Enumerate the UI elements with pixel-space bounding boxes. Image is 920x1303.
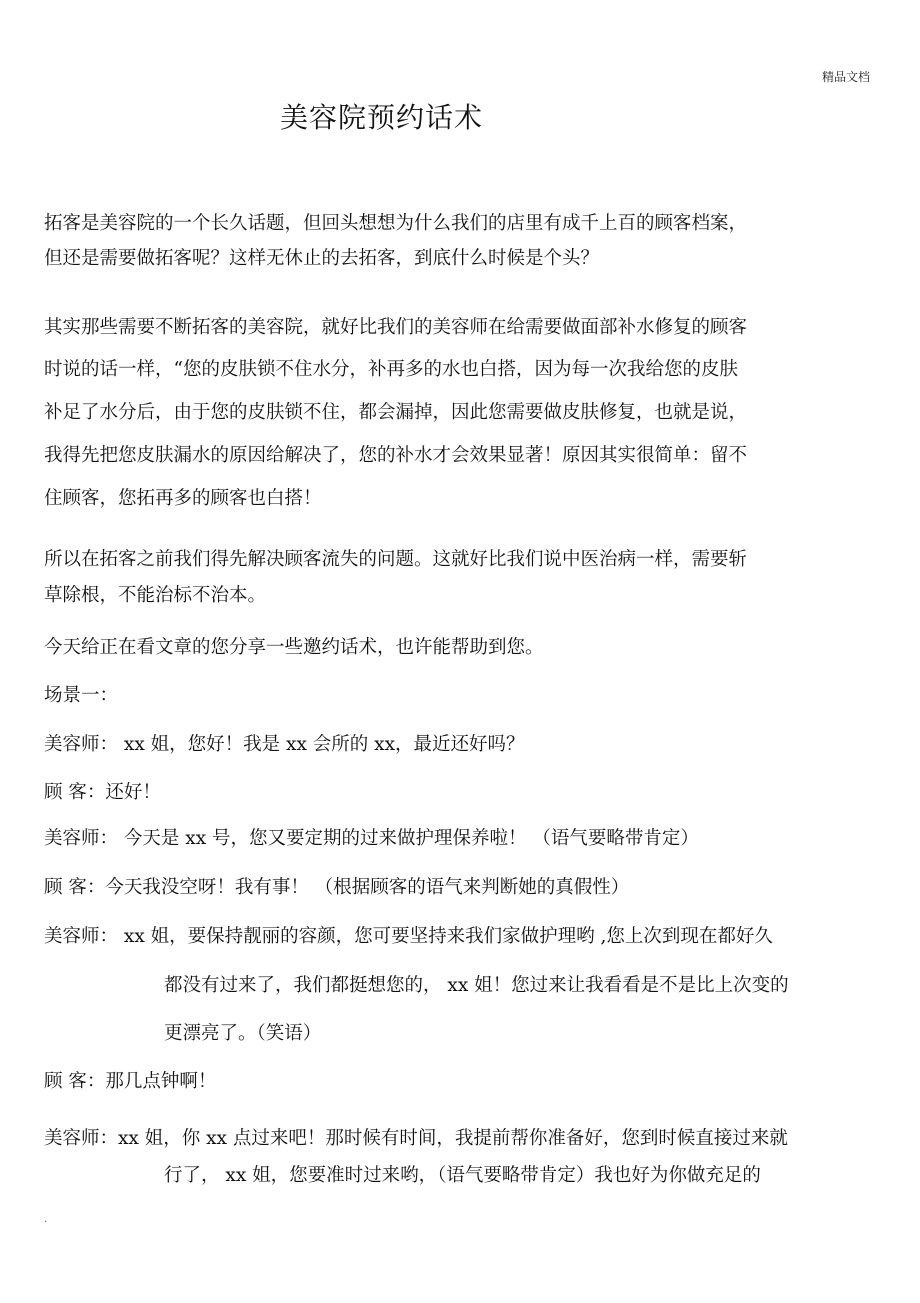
dialogue-beautician-3-cont-2: 更漂亮了。（笑语） [164, 1023, 322, 1044]
analogy-line-3: 补足了水分后，由于您的皮肤锁不住，都会漏掉，因此您需要做皮肤修复，也就是说， [44, 402, 748, 423]
dialogue-beautician-4-cont: 行了， xx 姐，您要准时过来哟，（语气要略带肯定）我也好为你做充足的 [164, 1165, 761, 1186]
analogy-line-2: 时说的话一样，“您的皮肤锁不住水分，补再多的水也白搭，因为每一次我给您的皮肤 [44, 359, 738, 380]
analogy-line-1: 其实那些需要不断拓客的美容院，就好比我们的美容师在给需要做面部补水修复的顾客 [44, 317, 748, 338]
dialogue-customer-3: 顾 客：那几点钟啊！ [44, 1071, 217, 1092]
analogy-line-5: 住顾客，您拓再多的顾客也白搭！ [44, 488, 322, 509]
document-title: 美容院预约话术 [280, 101, 484, 134]
footer-mark: . [44, 1214, 48, 1225]
dialogue-beautician-2: 美容师： 今天是 xx 号，您又要定期的过来做护理保养啦！ （语气要略带肯定） [44, 828, 699, 849]
scene-heading: 场景一： [44, 685, 119, 706]
dialogue-customer-2: 顾 客：今天我没空呀！我有事！ （根据顾客的语气来判断她的真假性） [44, 877, 630, 898]
header-label: 精品文档 [821, 70, 870, 84]
dialogue-customer-1: 顾 客：还好！ [44, 782, 161, 803]
share-line: 今天给正在看文章的您分享一些邀约话术，也许能帮助到您。 [44, 637, 544, 658]
dialogue-beautician-3: 美容师： xx 姐，要保持靓丽的容颜，您可要坚持来我们家做护理哟 ,您上次到现在都好久 [44, 926, 773, 947]
dialogue-beautician-1: 美容师： xx 姐，您好！我是 xx 会所的 xx，最近还好吗？ [44, 734, 525, 755]
analogy-line-4: 我得先把您皮肤漏水的原因给解决了，您的补水才会效果显著！原因其实很简单：留不 [44, 445, 748, 466]
intro-line-2: 但还是需要做拓客呢？这样无休止的去拓客，到底什么时候是个头？ [44, 248, 600, 269]
conclusion-line-2: 草除根，不能治标不治本。 [44, 585, 267, 606]
dialogue-beautician-3-cont-1: 都没有过来了，我们都挺想您的， xx 姐！您过来让我看看是不是比上次变的 [164, 975, 789, 996]
intro-line-1: 拓客是美容院的一个长久话题，但回头想想为什么我们的店里有成千上百的顾客档案， [44, 213, 748, 234]
conclusion-line-1: 所以在拓客之前我们得先解决顾客流失的问题。这就好比我们说中医治病一样，需要斩 [44, 549, 748, 570]
dialogue-beautician-4: 美容师：xx 姐，你 xx 点过来吧！那时候有时间，我提前帮你准备好，您到时候直接过来就 [44, 1128, 788, 1149]
